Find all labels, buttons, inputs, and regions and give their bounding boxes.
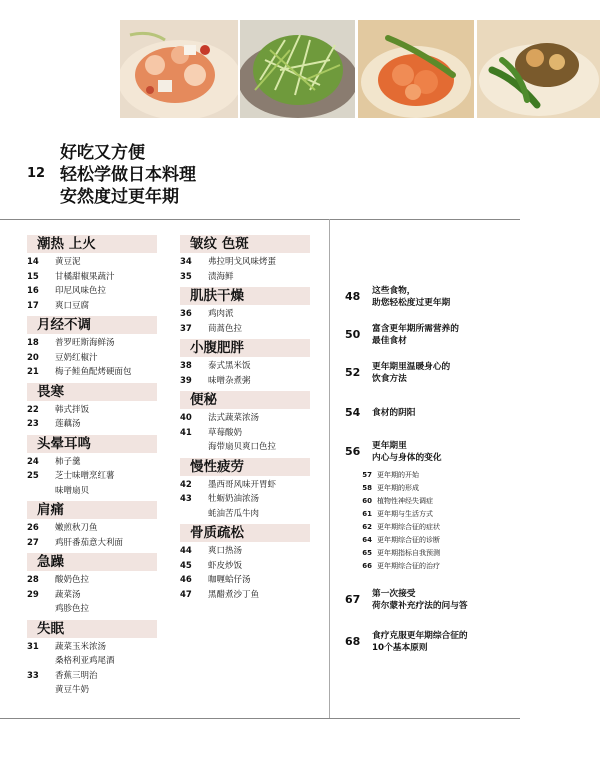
section-heading: 肌肤干燥 [180,287,310,305]
toc-entry-title: 更年期的形成 [377,484,419,492]
toc-entry[interactable] [180,440,310,455]
toc-entry[interactable] [180,359,310,374]
toc-entry-title: 鸡肉派 [208,309,234,319]
toc-entry[interactable] [27,270,157,285]
toc-page-number: 29 [27,589,39,600]
toc-page-number: 16 [27,286,39,296]
toc-entry[interactable] [27,683,157,698]
toc-page-number: 27 [27,537,39,548]
toc-entry[interactable] [27,365,157,380]
toc-entry-title-line: 助您轻松度过更年期 [372,298,451,308]
toc-entry-title: 更年期指标自我预测 [377,549,440,557]
toc-entry[interactable] [27,417,157,432]
toc-entry[interactable] [180,492,310,507]
toc-page-number: 60 [362,497,372,505]
toc-entry-title-line: 富含更年期所需营养的 [372,324,459,334]
toc-page-number: 40 [180,413,192,423]
section-heading: 便秘 [180,391,310,409]
toc-column-1 [27,235,157,701]
toc-entry-title: 芝士味噌烹红薯 [55,471,115,481]
toc-page-number: 46 [180,575,192,585]
section-heading: 肩痛 [27,501,157,519]
toc-entry[interactable] [180,507,310,522]
toc-entry-title: 黄豆泥 [55,257,81,267]
column-divider [329,219,330,719]
toc-entry[interactable] [180,559,310,574]
bottom-divider [0,718,520,719]
toc-entry-title: 墨西哥风味开胃虾 [208,479,277,490]
toc-entry-title [372,361,522,385]
toc-entry[interactable] [27,336,157,351]
toc-entry[interactable] [180,478,310,493]
toc-entry-title: 虾皮炒饭 [208,560,243,571]
toc-entry-title: 咖喱蛤仔汤 [208,575,251,585]
toc-entry[interactable] [27,455,157,470]
toc-entry-title: 牡蛎奶油浓汤 [208,494,260,504]
title-line: 轻松学做日本料理 [60,165,196,185]
toc-entry-title: 桑格利亚鸡尾酒 [55,656,115,666]
toc-entry-title: 植物性神经失调症 [377,497,433,505]
toc-page-number: 68 [345,635,361,648]
toc-entry-title: 更年期综合征的诊断 [377,536,440,544]
toc-entry-title: 泰式黑米饭 [208,361,251,371]
toc-entry-title: 味噌杂煮粥 [208,375,251,386]
toc-entry-title: 鸡胗色拉 [55,604,90,614]
section-heading: 皱纹 色斑 [180,235,310,253]
toc-entry-minor[interactable] [345,496,433,506]
toc-entry[interactable] [180,544,310,559]
toc-page-number: 56 [345,445,361,458]
toc-entry-title: 莲藕汤 [55,419,81,429]
toc-page-number: 61 [362,510,372,518]
toc-entry[interactable] [180,255,310,270]
toc-entry-title [372,323,522,347]
toc-entry[interactable] [27,602,157,617]
toc-entry-title: 柿子羹 [55,456,81,467]
toc-entry[interactable] [27,284,157,299]
toc-page-number: 20 [27,352,39,363]
toc-entry-title: 更年期综合征的症状 [377,523,440,531]
toc-entry-minor[interactable] [345,548,440,558]
toc-page-number: 36 [180,309,192,319]
toc-entry-title: 蔬菜玉米浓汤 [55,641,107,652]
toc-entry-title: 嫩煎秋刀鱼 [55,523,98,533]
toc-entry-minor[interactable] [345,522,440,532]
toc-page-number: 18 [27,338,39,348]
section-heading: 骨质疏松 [180,524,310,542]
eggplant-pepper-photo [477,20,600,118]
toc-entry[interactable] [180,374,310,389]
shrimp-salad-photo [120,20,238,118]
toc-entry[interactable] [27,521,157,536]
toc-entry-title-line: 10个基本原则 [372,643,428,653]
toc-entry-title: 黄豆牛奶 [55,685,90,695]
toc-page-number: 45 [180,560,192,571]
toc-page-number: 31 [27,641,39,652]
toc-entry[interactable] [27,573,157,588]
toc-entry[interactable] [180,426,310,441]
toc-page-number: 38 [180,361,192,371]
section-heading: 急躁 [27,553,157,571]
toc-entry-title-line: 食材的阴阳 [372,408,416,418]
toc-entry[interactable] [180,588,310,603]
section-heading: 失眠 [27,620,157,638]
section-heading: 畏寒 [27,383,157,401]
toc-entry[interactable] [180,322,310,337]
toc-entry-title [372,407,522,419]
toc-page-number: 23 [27,419,39,429]
toc-entry-title: 鸡肝番茄意大利面 [55,537,124,548]
toc-entry[interactable] [27,640,157,655]
toc-entry-title [372,285,522,309]
toc-entry[interactable] [27,299,157,314]
toc-entry-title: 黑醋煮沙丁鱼 [208,589,260,600]
toc-entry-minor[interactable] [345,561,440,571]
toc-entry-title: 更年期与生活方式 [377,510,433,518]
toc-page-number: 22 [27,404,39,415]
toc-entry-title: 法式蔬菜浓汤 [208,413,260,423]
toc-entry-title: 渍海鲜 [208,271,234,282]
page-number: 12 [27,166,46,181]
toc-entry-title: 爽口热汤 [208,546,243,556]
toc-entry[interactable] [180,270,310,285]
toc-entry-title: 甘橘甜椒果蔬汁 [55,271,115,282]
toc-entry-title: 香蕉三明治 [55,670,98,681]
toc-entry-title-line: 更年期里 [372,441,407,451]
toc-page-number: 66 [362,562,372,570]
section-heading: 月经不调 [27,316,157,334]
toc-page-number: 57 [362,471,372,479]
toc-page-number: 43 [180,494,192,504]
toc-entry-minor[interactable] [345,483,419,493]
toc-entry-title: 海带扇贝爽口色拉 [208,442,277,452]
toc-page-number: 15 [27,271,39,282]
toc-entry-title: 弗拉明戈风味烤蛋 [208,257,277,267]
toc-entry-title-line: 食疗克服更年期综合征的 [372,631,468,641]
toc-entry-title [372,588,522,612]
toc-entry-title: 蔬菜汤 [55,589,81,600]
toc-page-number: 67 [345,593,361,606]
toc-page-number: 54 [345,406,361,419]
toc-page-number: 52 [345,366,361,379]
toc-page-number: 50 [345,328,361,341]
toc-page-number: 34 [180,257,192,267]
toc-page-number: 62 [362,523,372,531]
toc-page-number: 35 [180,271,192,282]
toc-page-number: 42 [180,479,192,490]
toc-page-number: 28 [27,575,39,585]
toc-page-number: 24 [27,456,39,467]
toc-entry-title: 豆奶红椒汁 [55,352,98,363]
toc-entry-title: 蚝油苦瓜牛肉 [208,508,260,519]
section-heading: 小腹肥胖 [180,339,310,357]
section-heading: 慢性疲劳 [180,458,310,476]
toc-entry[interactable] [27,351,157,366]
toc-entry-title-line: 饮食方法 [372,374,407,384]
toc-entry[interactable] [27,536,157,551]
toc-entry-title-line: 荷尔蒙补充疗法的问与答 [372,601,468,611]
toc-entry-title: 梅子鲑鱼配烤硬面包 [55,367,132,377]
toc-entry-title: 味噌扇贝 [55,485,90,496]
toc-entry-minor[interactable] [345,535,440,545]
toc-entry[interactable] [27,669,157,684]
toc-page-number: 37 [180,323,192,334]
toc-entry-title-line: 内心与身体的变化 [372,453,442,463]
toc-page-number: 17 [27,300,39,311]
toc-entry-title: 更年期综合征的治疗 [377,562,440,570]
toc-entry-title-line: 最佳食材 [372,336,407,346]
toc-page-number: 26 [27,523,39,533]
toc-page-number: 47 [180,589,192,600]
toc-page-number: 58 [362,484,372,492]
toc-entry-title-line: 这些食物， [372,286,416,296]
toc-entry-title: 爽口豆腐 [55,300,90,311]
toc-entry-minor[interactable] [345,470,419,480]
title-line: 好吃又方便 [60,143,145,163]
toc-entry[interactable] [27,469,157,484]
toc-entry[interactable] [180,307,310,322]
toc-entry[interactable] [27,255,157,270]
toc-page-number: 14 [27,257,39,267]
toc-entry-title: 印尼风味色拉 [55,286,107,296]
toc-entry-title: 草莓酸奶 [208,427,243,438]
toc-entry[interactable] [27,403,157,418]
section-title [60,142,196,208]
top-divider [0,219,520,220]
toc-entry[interactable] [27,654,157,669]
section-heading: 头晕耳鸣 [27,435,157,453]
toc-page-number: 33 [27,670,39,681]
toc-column-2 [180,235,310,605]
toc-entry-title [372,440,522,464]
section-heading: 潮热 上火 [27,235,157,253]
toc-entry-title: 茼蒿色拉 [208,323,243,334]
toc-page-number: 65 [362,549,372,557]
toc-entry-title: 普罗旺斯海鲜汤 [55,338,115,348]
toc-page-number: 44 [180,546,192,556]
toc-entry[interactable] [180,573,310,588]
toc-entry-title: 酸奶色拉 [55,575,90,585]
title-line: 安然度过更年期 [60,187,179,207]
toc-page-number: 41 [180,427,192,438]
toc-entry-minor[interactable] [345,509,433,519]
toc-page-number: 39 [180,375,192,386]
sprout-salad-photo [240,20,355,118]
toc-page-number: 25 [27,471,39,481]
toc-entry[interactable] [180,411,310,426]
toc-page-number: 21 [27,367,39,377]
toc-entry-title-line: 第一次接受 [372,589,416,599]
toc-entry-title: 韩式拌饭 [55,404,90,415]
toc-page-number: 64 [362,536,372,544]
toc-page-number: 48 [345,290,361,303]
toc-entry-title-line: 更年期里温暖身心的 [372,362,451,372]
toc-entry[interactable] [27,588,157,603]
chili-shrimp-photo [358,20,474,118]
toc-entry[interactable] [27,484,157,499]
toc-entry-title: 更年期的开始 [377,471,419,479]
toc-entry-title [372,630,522,654]
